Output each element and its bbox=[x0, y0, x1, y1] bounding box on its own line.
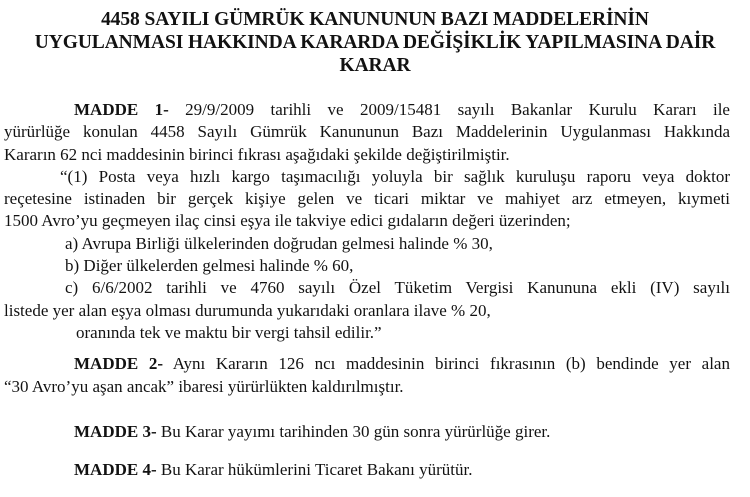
line-text: Kararın 62 nci maddesinin birinci fıkrası aşağıdaki şekilde değiştirilmiştir. bbox=[4, 144, 510, 164]
title-line-2: UYGULANMASI HAKKINDA KARARDA DEĞİŞİKLİK YAPILMASINA DAİR bbox=[34, 32, 716, 53]
document-line bbox=[4, 188, 730, 210]
document-line bbox=[4, 300, 730, 322]
line-text: listede yer alan eşya olması durumunda yukarıdaki oranlara ilave % 20, bbox=[4, 300, 491, 320]
document-line bbox=[4, 322, 730, 344]
line-text: “30 Avro’yu aşan ancak” ibaresi yürürlükten kaldırılmıştır. bbox=[4, 376, 404, 396]
line-text: 29/9/2009 tarihli ve 2009/15481 sayılı Bakanlar Kurulu Kararı ile bbox=[168, 100, 730, 119]
document-line bbox=[4, 121, 730, 143]
document-line-madde bbox=[4, 353, 730, 375]
title-line-3: KARAR bbox=[339, 55, 411, 76]
line-text: Bu Karar hükümlerini Ticaret Bakanı yürütür. bbox=[156, 460, 473, 480]
document-line-madde bbox=[4, 459, 730, 481]
document-line bbox=[4, 255, 730, 277]
line-text: reçetesine istinaden bir gerçek kişiye gelen ve ticari miktar ve mahiyet arz etmeyen, kıymeti bbox=[4, 189, 730, 209]
line-text: “(1) Posta veya hızlı kargo taşımacılığı yoluyla bir sağlık kuruluşu raporu veya doktor bbox=[60, 166, 730, 186]
document-line bbox=[4, 144, 730, 166]
line-text: Aynı Kararın 126 ncı maddesinin birinci fıkrasının (b) bendinde yer alan bbox=[163, 354, 730, 374]
line-text: oranında tek ve maktu bir vergi tahsil edilir.” bbox=[76, 322, 382, 342]
madde-label: MADDE 4- bbox=[74, 460, 157, 480]
document-line bbox=[4, 233, 730, 255]
line-text: c) 6/6/2002 tarihli ve 4760 sayılı Özel Tüketim Vergisi Kanununa ekli (IV) sayılı bbox=[65, 278, 730, 298]
document-line-madde bbox=[4, 99, 730, 121]
title-line-1: 4458 SAYILI GÜMRÜK KANUNUNUN BAZI MADDELERİNİN bbox=[101, 9, 649, 30]
document-line-madde bbox=[4, 421, 730, 443]
line-text: 1500 Avro’yu geçmeyen ilaç cinsi eşya ile takviye edici gıdaların değeri üzerinden; bbox=[4, 211, 571, 231]
document-line bbox=[4, 376, 730, 398]
document-body bbox=[0, 99, 750, 481]
document-line bbox=[4, 210, 730, 232]
madde-label: MADDE 1- bbox=[74, 100, 169, 119]
madde-label: MADDE 3- bbox=[74, 421, 157, 441]
line-text: a) Avrupa Birliği ülkelerinden doğrudan gelmesi halinde % 30, bbox=[65, 233, 493, 253]
line-text: b) Diğer ülkelerden gelmesi halinde % 60, bbox=[65, 256, 354, 276]
document-title bbox=[0, 0, 750, 77]
document-line bbox=[4, 277, 730, 299]
line-text: Bu Karar yayımı tarihinden 30 gün sonra yürürlüğe girer. bbox=[156, 421, 551, 441]
madde-label: MADDE 2- bbox=[74, 354, 164, 374]
document-line bbox=[4, 166, 730, 188]
line-text: yürürlüğe konulan 4458 Sayılı Gümrük Kanununun Bazı Maddelerinin Uygulanması Hakkında bbox=[4, 122, 730, 142]
